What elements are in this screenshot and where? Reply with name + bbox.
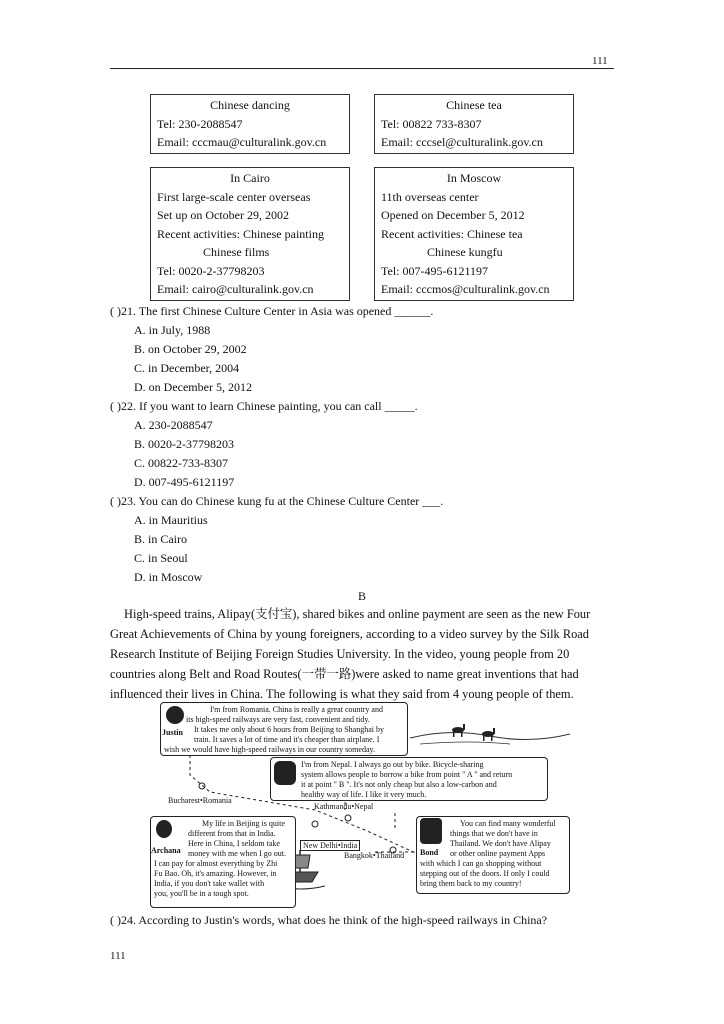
header-rule [110,68,614,69]
bubble-line: Here in China, I seldom take [188,839,280,848]
bubble-line: bring them back to my country! [420,879,522,888]
bubble-line: you, you'll be in a tough spot. [154,889,249,898]
page-number-top: 111 [592,55,608,67]
place-label: Bangkok•Thailand [344,851,405,860]
option: D. in Moscow [134,570,203,584]
center-email: Email: cccsel@culturalink.gov.cn [381,135,543,149]
passage-line: Research Institute of Beijing Foreign Studies University. In the video, young people from 20 [110,647,570,661]
option: C. 00822-733-8307 [134,456,228,470]
bubble-line: Fu Bao. Oh, it's amazing. However, in [154,869,277,878]
speech-bubble-justin [160,702,408,756]
bubble-line: things that we don't have in [450,829,538,838]
bubble-line: It takes me only about 6 hours from Beijing to Shanghai by [194,725,384,734]
option: B. 0020-2-37798203 [134,437,234,451]
avatar-nepal [274,761,296,785]
option: B. in Cairo [134,532,187,546]
bubble-line: its high-speed railways are very fast, convenient and tidy. [186,715,370,724]
center-line: Chinese kungfu [427,245,503,259]
passage-line: Great Achievements of China by young foreigners, according to a video survey by the Silk Road [110,627,589,641]
center-title: Chinese dancing [210,98,290,112]
bubble-line: train. It saves a lot of time and it's cheaper than airplane. I [194,735,380,744]
bubble-line: with which I can go shopping without [420,859,542,868]
avatar-bond [420,818,442,844]
option: D. on December 5, 2012 [134,380,252,394]
bubble-line: India, if you don't take wallet with [154,879,265,888]
passage-line: influenced their lives in China. The following is what they said from 4 young people of them. [110,687,574,701]
camel-icon [452,724,495,741]
bubble-line: My life in Beijing is quite [202,819,285,828]
center-tel: Tel: 230-2088547 [157,116,243,131]
bubble-line: wish we would have high-speed railways in our country someday. [164,745,375,754]
center-city: In Moscow [446,171,502,185]
place-label: New Delhi•India [300,840,360,851]
center-line: Recent activities: Chinese tea [381,226,523,241]
option: B. on October 29, 2002 [134,342,247,356]
bubble-line: I'm from Romania. China is really a great country and [210,705,383,714]
center-tel: Tel: 0020-2-37798203 [157,263,265,278]
question-21: ( )21. The first Chinese Culture Center in Asia was opened ______. [110,304,434,318]
passage-line: countries along Belt and Road Routes(一带一路)were asked to name great inventions that had [110,667,579,681]
option: C. in December, 2004 [134,361,240,375]
center-box-dancing [150,94,350,154]
bubble-line: money with me when I go out. [188,849,286,858]
bubble-line: stepping out of the doors. If only I could [420,869,550,878]
bubble-line: or other online payment Apps [450,849,546,858]
center-email: Email: cccmos@culturalink.gov.cn [381,282,550,296]
question-22: ( )22. If you want to learn Chinese painting, you can call _____. [110,399,418,413]
place-label: Kathmandu•Nepal [314,802,374,811]
center-line: First large-scale center overseas [157,189,311,204]
bubble-line: I'm from Nepal. I always go out by bike. Bicycle-sharing [301,760,484,769]
center-line: 11th overseas center [381,189,479,204]
avatar-archana [156,820,172,838]
person-name: Bond [420,848,439,857]
page-number-bottom: 111 [110,950,126,962]
option: A. in July, 1988 [134,323,211,337]
center-box-tea [374,94,574,154]
option: A. 230-2088547 [134,418,213,432]
section-label: B [358,589,367,603]
bubble-line: Thailand. We don't have Alipay [450,839,551,848]
question-24: ( )24. According to Justin's words, what does he think of the high-speed railways in China? [110,913,548,927]
center-box-moscow [374,167,574,301]
survey-figure [150,700,574,900]
desert-dunes [420,742,510,744]
center-line: Recent activities: Chinese painting [157,226,324,241]
option: A. in Mauritius [134,513,208,527]
passage-b [110,604,616,704]
bubble-line: You can find many wonderful [460,819,556,828]
person-name: Archana [151,846,181,855]
bubble-line: different from that in India. [188,829,276,838]
center-line: Set up on October 29, 2002 [157,208,289,222]
person-name: Justin [162,728,183,737]
bubble-line: system allows people to borrow a bike from point " A " and return [301,770,513,779]
bubble-line: healthy way of life. I like it very much. [301,790,427,799]
center-line: Opened on December 5, 2012 [381,208,525,222]
center-tel: Tel: 00822 733-8307 [381,116,482,131]
avatar-justin [166,706,184,724]
bubble-line: it at point " B ". It's not only cheap but also a low-carbon and [301,780,497,789]
option: C. in Seoul [134,551,188,565]
center-city: In Cairo [230,171,270,185]
speech-bubble-nepal [270,757,548,801]
center-tel: Tel: 007-495-6121197 [381,263,489,278]
center-email: Email: cccmau@culturalink.gov.cn [157,135,327,149]
center-line: Chinese films [203,245,270,259]
option: D. 007-495-6121197 [134,475,235,489]
center-email: Email: cairo@culturalink.gov.cn [157,282,314,296]
bubble-line: I can pay for almost everything by Zhi [154,859,278,868]
question-23: ( )23. You can do Chinese kung fu at the Chinese Culture Center ___. [110,494,444,508]
center-title: Chinese tea [446,98,502,112]
center-box-cairo [150,167,350,301]
place-label: Bucharest•Romania [168,796,232,805]
passage-line: High-speed trains, Alipay(支付宝), shared bikes and online payment are seen as the new Four [124,607,591,621]
